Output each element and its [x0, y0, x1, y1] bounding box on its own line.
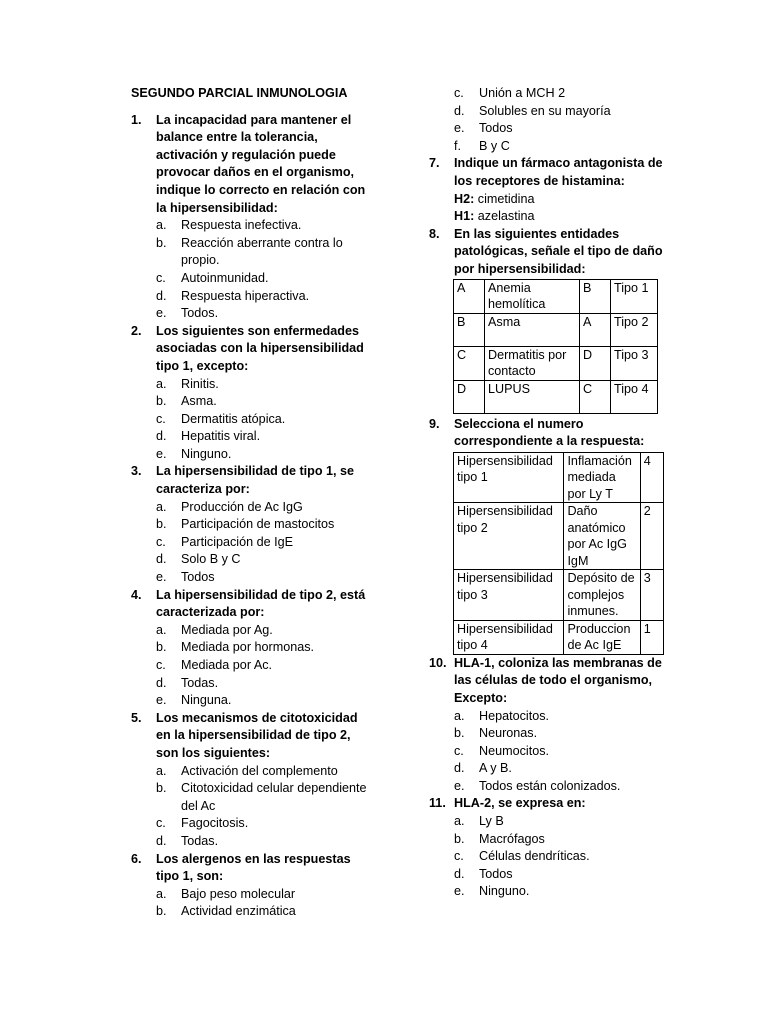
option-item — [131, 411, 371, 429]
table-cell: Depósito de complejos inmunes. — [564, 570, 640, 621]
question-number: 9. — [429, 416, 440, 431]
table-cell: C — [580, 380, 611, 413]
option-letter: c. — [156, 270, 166, 285]
option-item — [131, 692, 371, 710]
answer-label: H2: — [454, 191, 475, 206]
option-letter: b. — [156, 235, 167, 250]
option-item — [131, 288, 371, 306]
question-3 — [131, 463, 371, 498]
option-letter: a. — [156, 763, 167, 778]
option-item — [131, 270, 371, 288]
option-text: Ninguno. — [181, 446, 232, 461]
answer-value: cimetidina — [474, 191, 535, 206]
option-item — [429, 866, 664, 884]
question-text: Indique un fármaco antagonista de los receptores de histamina: — [454, 156, 663, 188]
option-letter: b. — [156, 640, 167, 655]
question-text: En las siguientes entidades patológicas, señale el tipo de daño por hipersensibilidad: — [454, 226, 663, 276]
answer-label: H1: — [454, 209, 475, 224]
option-letter: b. — [454, 726, 465, 741]
option-text: Participación de IgE — [181, 534, 294, 549]
option-letter: c. — [454, 743, 464, 758]
question-number: 2. — [131, 323, 142, 338]
question-number: 6. — [131, 851, 142, 866]
option-item — [131, 534, 371, 552]
option-text: Macrófagos — [479, 831, 545, 846]
table-row — [454, 279, 658, 313]
option-text: Unión a MCH 2 — [479, 86, 566, 100]
answer-h2 — [429, 191, 664, 209]
table-cell: Tipo 1 — [611, 279, 658, 313]
option-text: Células dendríticas. — [479, 849, 590, 864]
question-number: 1. — [131, 112, 142, 127]
question-8 — [429, 226, 664, 279]
option-text: Fagocitosis. — [181, 816, 249, 831]
option-item — [131, 675, 371, 693]
option-item — [429, 708, 664, 726]
option-text: Ly B — [479, 814, 504, 829]
left-column — [131, 85, 371, 921]
option-item — [131, 569, 371, 587]
option-letter: c. — [156, 816, 166, 831]
option-item — [429, 120, 664, 138]
answer-h1 — [429, 208, 664, 226]
option-text: Dermatitis atópica. — [181, 411, 286, 426]
option-item — [131, 551, 371, 569]
option-item — [131, 780, 371, 815]
option-letter: b. — [156, 394, 167, 409]
table-cell: Hipersensibilidad tipo 2 — [454, 503, 564, 570]
option-letter: a. — [156, 376, 167, 391]
option-letter: f. — [454, 138, 461, 153]
option-letter: d. — [454, 103, 465, 118]
option-text: Participación de mastocitos — [181, 517, 335, 532]
option-text: B y C — [479, 138, 510, 153]
table-cell: 4 — [640, 452, 663, 503]
page-title: SEGUNDO PARCIAL INMUNOLOGIA — [131, 86, 348, 100]
table-cell: Tipo 4 — [611, 380, 658, 413]
right-column — [429, 85, 664, 901]
option-item — [131, 376, 371, 394]
option-letter: d. — [454, 866, 465, 881]
question-text: La incapacidad para mantener el balance entre la tolerancia, activación y regulación puede provocar daños en el organismo, indique lo correcto en relación con la hipersensibilidad: — [156, 112, 366, 215]
option-item — [131, 886, 371, 904]
option-text: Respuesta inefectiva. — [181, 218, 302, 233]
question-6 — [131, 851, 371, 886]
question-7 — [429, 155, 664, 190]
option-text: Neumocitos. — [479, 743, 549, 758]
option-item — [131, 516, 371, 534]
q6-continued-options — [429, 85, 664, 155]
option-letter: d. — [156, 429, 167, 444]
question-number: 4. — [131, 587, 142, 602]
question-number: 3. — [131, 464, 142, 479]
option-item — [131, 833, 371, 851]
option-item — [131, 393, 371, 411]
option-text: Autoinmunidad. — [181, 270, 269, 285]
option-text: Hepatitis viral. — [181, 429, 261, 444]
table-cell: B — [580, 279, 611, 313]
option-letter: c. — [156, 534, 166, 549]
table-row — [454, 346, 658, 380]
option-text: A y B. — [479, 761, 512, 776]
question-1 — [131, 112, 371, 218]
table-cell: LUPUS — [485, 380, 580, 413]
right-question-list — [429, 655, 664, 901]
question-text: Los mecanismos de citotoxicidad en la hipersensibilidad de tipo 2, son los siguientes: — [156, 710, 358, 760]
question-number: 10. — [429, 655, 447, 670]
option-letter: e. — [454, 778, 465, 793]
option-item — [131, 305, 371, 323]
table-row — [454, 380, 658, 413]
option-letter: d. — [156, 288, 167, 303]
option-text: Todos están colonizados. — [479, 778, 621, 793]
option-text: Ninguno. — [479, 884, 530, 899]
table-cell: Inflamación mediada por Ly T — [564, 452, 640, 503]
option-letter: c. — [454, 86, 464, 100]
question-5 — [131, 710, 371, 763]
option-item — [429, 760, 664, 778]
option-text: Ninguna. — [181, 693, 232, 708]
matching-table-q9 — [453, 452, 664, 655]
question-number: 8. — [429, 226, 440, 241]
option-item — [131, 903, 371, 921]
option-letter: a. — [454, 814, 465, 829]
table-row — [454, 503, 664, 570]
option-letter: a. — [156, 499, 167, 514]
option-letter: c. — [156, 658, 166, 672]
matching-table-q8 — [453, 279, 658, 414]
option-text: Reacción aberrante contra lo propio. — [181, 235, 343, 268]
table-cell: D — [454, 380, 485, 413]
option-item — [429, 138, 664, 156]
table-cell: Tipo 3 — [611, 346, 658, 380]
option-letter: d. — [156, 833, 167, 848]
table-cell: B — [454, 313, 485, 346]
option-letter: a. — [156, 886, 167, 901]
answer-value: azelastina — [474, 209, 535, 224]
option-item — [429, 831, 664, 849]
option-text: Citotoxicidad celular dependiente del Ac — [181, 781, 367, 813]
option-text: Neuronas. — [479, 726, 538, 741]
option-item — [131, 622, 371, 640]
option-text: Bajo peso molecular — [181, 886, 296, 901]
question-2 — [131, 323, 371, 376]
option-item — [131, 815, 371, 833]
option-item — [429, 85, 664, 103]
option-letter: e. — [156, 446, 167, 461]
option-text: Actividad enzimática — [181, 904, 296, 919]
option-item — [429, 813, 664, 831]
question-11 — [429, 795, 664, 813]
option-text: Todos — [479, 866, 513, 881]
option-item — [131, 217, 371, 235]
option-letter: d. — [156, 675, 167, 690]
table-cell: Produccion de Ac IgE — [564, 620, 640, 654]
question-text: La hipersensibilidad de tipo 2, está caracterizada por: — [156, 587, 366, 620]
option-letter: d. — [156, 552, 167, 567]
option-item — [131, 446, 371, 464]
option-text: Asma. — [181, 394, 217, 409]
option-letter: e. — [454, 121, 465, 136]
question-4 — [131, 587, 371, 622]
option-text: Hepatocitos. — [479, 708, 550, 723]
question-text: Selecciona el numero correspondiente a la respuesta: — [454, 416, 645, 449]
table-row — [454, 452, 664, 503]
table-cell: Hipersensibilidad tipo 3 — [454, 570, 564, 621]
option-letter: a. — [156, 218, 167, 233]
option-letter: b. — [156, 904, 167, 919]
table-cell: A — [454, 279, 485, 313]
option-text: Mediada por Ag. — [181, 622, 273, 637]
left-question-list — [131, 112, 371, 921]
option-text: Activación del complemento — [181, 763, 338, 778]
option-item — [429, 725, 664, 743]
table-cell: D — [580, 346, 611, 380]
question-number: 11. — [429, 796, 446, 811]
option-text: Mediada por hormonas. — [181, 640, 315, 655]
question-number: 5. — [131, 710, 142, 725]
option-text: Todos — [479, 121, 513, 136]
option-letter: e. — [454, 884, 465, 899]
table-cell: 1 — [640, 620, 663, 654]
question-number: 7. — [429, 156, 440, 171]
option-item — [131, 763, 371, 781]
option-letter: e. — [156, 306, 167, 321]
table-row — [454, 620, 664, 654]
table-cell: Hipersensibilidad tipo 1 — [454, 452, 564, 503]
option-letter: e. — [156, 693, 167, 708]
table-cell: Tipo 2 — [611, 313, 658, 346]
table-cell: 2 — [640, 503, 663, 570]
question-text: HLA-1, coloniza las membranas de las células de todo el organismo, Excepto: — [454, 655, 662, 705]
table-cell: 3 — [640, 570, 663, 621]
table-cell: Hipersensibilidad tipo 4 — [454, 620, 564, 654]
question-text: Los alergenos en las respuestas tipo 1, son: — [156, 851, 351, 884]
option-item — [429, 103, 664, 121]
option-letter: c. — [454, 849, 464, 864]
table-cell: C — [454, 346, 485, 380]
option-item — [131, 499, 371, 517]
option-text: Todas. — [181, 833, 219, 848]
option-text: Respuesta hiperactiva. — [181, 288, 310, 303]
table-cell: Asma — [485, 313, 580, 346]
table-cell: A — [580, 313, 611, 346]
table-cell: Anemia hemolítica — [485, 279, 580, 313]
question-text: HLA-2, se expresa en: — [454, 796, 586, 811]
option-item — [429, 778, 664, 796]
option-text: Todos — [181, 570, 215, 585]
option-letter: d. — [454, 761, 465, 776]
option-text: Solubles en su mayoría — [479, 103, 611, 118]
option-item — [131, 428, 371, 446]
option-letter: e. — [156, 570, 167, 585]
option-text: Solo B y C — [181, 552, 241, 567]
table-row — [454, 570, 664, 621]
option-text: Mediada por Ac. — [181, 658, 273, 672]
option-item — [131, 639, 371, 657]
table-row — [454, 313, 658, 346]
option-item — [429, 848, 664, 866]
table-cell: Daño anatómico por Ac IgG IgM — [564, 503, 640, 570]
option-item — [131, 235, 371, 270]
option-letter: c. — [156, 411, 166, 426]
question-9 — [429, 416, 664, 451]
option-item — [429, 883, 664, 901]
option-letter: b. — [156, 781, 167, 796]
question-text: La hipersensibilidad de tipo 1, se caracteriza por: — [156, 464, 355, 497]
question-10 — [429, 655, 664, 708]
option-text: Todas. — [181, 675, 219, 690]
question-text: Los siguientes son enfermedades asociadas con la hipersensibilidad tipo 1, excepto: — [156, 323, 364, 373]
option-item — [429, 743, 664, 761]
option-letter: a. — [156, 622, 167, 637]
option-letter: b. — [156, 517, 167, 532]
option-letter: a. — [454, 708, 465, 723]
option-text: Rinitis. — [181, 376, 219, 391]
option-item — [131, 657, 371, 675]
option-text: Producción de Ac IgG — [181, 499, 303, 514]
option-text: Todos. — [181, 306, 219, 321]
option-letter: b. — [454, 831, 465, 846]
table-cell: Dermatitis por contacto — [485, 346, 580, 380]
